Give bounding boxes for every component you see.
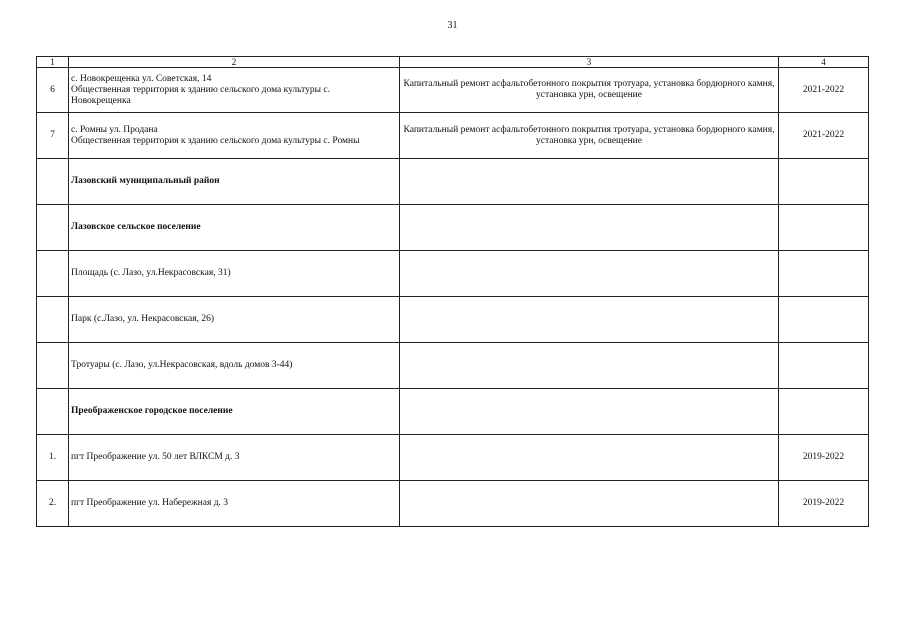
column-number-2: 2 — [69, 57, 400, 68]
work-description — [400, 435, 779, 481]
period-cell — [779, 297, 869, 343]
table-row — [37, 251, 869, 297]
work-description — [400, 343, 779, 389]
work-description — [400, 159, 779, 205]
row-number — [37, 297, 69, 343]
work-description — [400, 251, 779, 297]
work-description — [400, 205, 779, 251]
section-title: Преображенское городское поселение — [69, 389, 400, 435]
table-row — [37, 343, 869, 389]
period-cell — [779, 159, 869, 205]
row-number: 6 — [37, 68, 69, 113]
row-number — [37, 205, 69, 251]
column-number-4: 4 — [779, 57, 869, 68]
page-number: 31 — [447, 20, 458, 31]
period-cell — [779, 205, 869, 251]
period-cell — [779, 251, 869, 297]
territory-cell: Парк (с.Лазо, ул. Некрасовская, 26) — [69, 297, 400, 343]
improvement-table — [36, 56, 869, 527]
section-row — [37, 159, 869, 205]
territory-address: с. Ромны ул. Продана — [71, 124, 158, 135]
period-cell — [779, 389, 869, 435]
territory-cell: пгт Преображение ул. 50 лет ВЛКСМ д. 3 — [69, 435, 400, 481]
table-row — [37, 481, 869, 527]
column-number-1: 1 — [37, 57, 69, 68]
territory-cell — [69, 113, 400, 159]
section-row — [37, 389, 869, 435]
period-cell — [779, 343, 869, 389]
column-number-row — [37, 57, 869, 68]
row-number — [37, 389, 69, 435]
row-number: 2. — [37, 481, 69, 527]
row-number — [37, 343, 69, 389]
section-title: Лазовский муниципальный район — [69, 159, 400, 205]
column-number-3: 3 — [400, 57, 779, 68]
row-number — [37, 159, 69, 205]
period-cell: 2019-2022 — [779, 435, 869, 481]
territory-cell: пгт Преображение ул. Набережная д. 3 — [69, 481, 400, 527]
territory-description: Общественная территория к зданию сельского дома культуры с. — [71, 84, 331, 95]
territory-cell: Площадь (с. Лазо, ул.Некрасовская, 31) — [69, 251, 400, 297]
row-number — [37, 251, 69, 297]
territory-cell — [69, 68, 400, 113]
section-row — [37, 205, 869, 251]
section-title: Лазовское сельское поселение — [69, 205, 400, 251]
territory-description: Общественная территория к зданию сельского дома культуры с. Ромны — [71, 135, 360, 146]
work-description — [400, 481, 779, 527]
table-row — [37, 68, 869, 113]
period-cell: 2021-2022 — [779, 68, 869, 113]
row-number: 1. — [37, 435, 69, 481]
work-description — [400, 389, 779, 435]
work-description — [400, 297, 779, 343]
table-row — [37, 435, 869, 481]
work-description: Капитальный ремонт асфальтобетонного покрытия тротуара, установка бордюрного камня, установка урн, освещение — [400, 68, 779, 113]
work-description: Капитальный ремонт асфальтобетонного покрытия тротуара, установка бордюрного камня, установка урн, освещение — [400, 113, 779, 159]
territory-description-cont: Новокрещенка — [71, 95, 131, 106]
territory-address: с. Новокрещенка ул. Советская, 14 — [71, 73, 212, 84]
period-cell: 2019-2022 — [779, 481, 869, 527]
row-number: 7 — [37, 113, 69, 159]
table-row — [37, 113, 869, 159]
table-row — [37, 297, 869, 343]
period-cell: 2021-2022 — [779, 113, 869, 159]
territory-cell: Тротуары (с. Лазо, ул.Некрасовская, вдоль домов 3-44) — [69, 343, 400, 389]
